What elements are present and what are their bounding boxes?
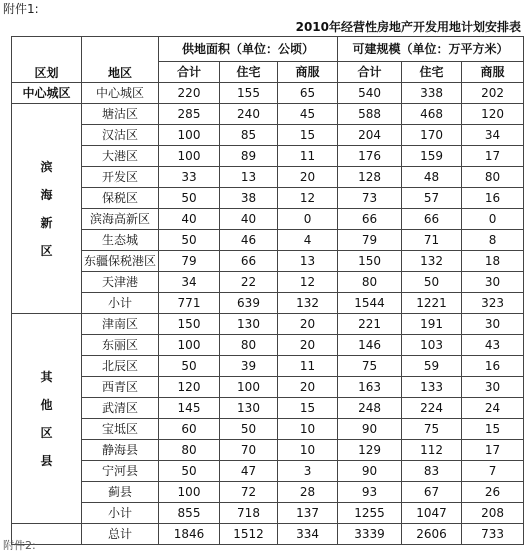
value-cell: 15 [462,419,524,440]
value-cell: 45 [278,104,338,125]
value-cell: 100 [220,377,278,398]
value-cell: 60 [159,419,220,440]
value-cell: 22 [220,272,278,293]
value-cell: 16 [462,356,524,377]
value-cell: 733 [462,524,524,545]
value-cell: 20 [278,314,338,335]
value-cell: 3 [278,461,338,482]
value-cell: 43 [462,335,524,356]
value-cell: 67 [402,482,462,503]
value-cell: 0 [278,209,338,230]
group-binhai: 滨海新区 [12,104,82,314]
value-cell: 0 [462,209,524,230]
value-cell: 588 [338,104,402,125]
header-supply-commercial: 商服 [278,62,338,83]
table-title: 2010年经营性房地产开发用地计划安排表 [295,20,521,34]
value-cell: 50 [220,419,278,440]
table-row [12,167,524,188]
area-cell: 东丽区 [82,335,159,356]
area-cell: 东疆保税港区 [82,251,159,272]
header-build-total: 合计 [338,62,402,83]
area-cell: 小计 [82,293,159,314]
area-cell: 塘沽区 [82,104,159,125]
value-cell: 46 [220,230,278,251]
value-cell: 70 [220,440,278,461]
value-cell: 191 [402,314,462,335]
value-cell: 80 [338,272,402,293]
value-cell: 30 [462,314,524,335]
value-cell: 79 [159,251,220,272]
value-cell: 75 [402,419,462,440]
value-cell: 72 [220,482,278,503]
value-cell: 150 [338,251,402,272]
value-cell: 16 [462,188,524,209]
value-cell: 1255 [338,503,402,524]
value-cell: 129 [338,440,402,461]
value-cell: 176 [338,146,402,167]
area-cell: 开发区 [82,167,159,188]
value-cell: 15 [278,125,338,146]
group-center: 中心城区 [12,83,82,104]
value-cell: 28 [278,482,338,503]
attachment-label: 附件1: [3,2,39,16]
area-cell: 天津港 [82,272,159,293]
value-cell: 20 [278,377,338,398]
area-cell: 中心城区 [82,83,159,104]
value-cell: 66 [220,251,278,272]
value-cell: 89 [220,146,278,167]
value-cell: 150 [159,314,220,335]
value-cell: 59 [402,356,462,377]
value-cell: 1221 [402,293,462,314]
value-cell: 130 [220,314,278,335]
table-row [12,104,524,125]
area-cell: 武清区 [82,398,159,419]
value-cell: 3339 [338,524,402,545]
value-cell: 145 [159,398,220,419]
value-cell: 66 [402,209,462,230]
value-cell: 13 [220,167,278,188]
table-row [12,83,524,104]
footer-label: 附件2: [3,539,36,552]
table-row [12,293,524,314]
value-cell: 163 [338,377,402,398]
value-cell: 30 [462,272,524,293]
header-build-commercial: 商服 [462,62,524,83]
value-cell: 93 [338,482,402,503]
value-cell: 224 [402,398,462,419]
area-cell: 保税区 [82,188,159,209]
table-row [12,461,524,482]
value-cell: 540 [338,83,402,104]
table-row [12,377,524,398]
value-cell: 26 [462,482,524,503]
value-cell: 100 [159,125,220,146]
value-cell: 1047 [402,503,462,524]
value-cell: 855 [159,503,220,524]
area-cell: 总计 [82,524,159,545]
value-cell: 220 [159,83,220,104]
value-cell: 718 [220,503,278,524]
value-cell: 12 [278,272,338,293]
land-plan-table [11,36,524,545]
value-cell: 120 [462,104,524,125]
value-cell: 204 [338,125,402,146]
value-cell: 71 [402,230,462,251]
value-cell: 4 [278,230,338,251]
header-supply-total: 合计 [159,62,220,83]
value-cell: 170 [402,125,462,146]
value-cell: 468 [402,104,462,125]
table-row [12,230,524,251]
value-cell: 20 [278,335,338,356]
table-row [12,251,524,272]
value-cell: 133 [402,377,462,398]
header-build-residential: 住宅 [402,62,462,83]
area-cell: 津南区 [82,314,159,335]
value-cell: 208 [462,503,524,524]
area-cell: 宁河县 [82,461,159,482]
value-cell: 50 [159,188,220,209]
header-row-1 [12,37,524,62]
table-row [12,482,524,503]
value-cell: 10 [278,419,338,440]
value-cell: 40 [220,209,278,230]
value-cell: 24 [462,398,524,419]
value-cell: 47 [220,461,278,482]
value-cell: 66 [338,209,402,230]
value-cell: 50 [159,356,220,377]
value-cell: 1846 [159,524,220,545]
table-row [12,419,524,440]
value-cell: 240 [220,104,278,125]
value-cell: 79 [338,230,402,251]
area-cell: 大港区 [82,146,159,167]
table-body [12,83,524,545]
value-cell: 132 [402,251,462,272]
value-cell: 33 [159,167,220,188]
value-cell: 146 [338,335,402,356]
value-cell: 132 [278,293,338,314]
area-cell: 北辰区 [82,356,159,377]
value-cell: 221 [338,314,402,335]
group-other: 其他区县 [12,314,82,524]
value-cell: 50 [402,272,462,293]
area-cell: 汉沽区 [82,125,159,146]
value-cell: 11 [278,356,338,377]
table-row [12,356,524,377]
value-cell: 90 [338,419,402,440]
value-cell: 73 [338,188,402,209]
value-cell: 338 [402,83,462,104]
value-cell: 39 [220,356,278,377]
value-cell: 159 [402,146,462,167]
value-cell: 83 [402,461,462,482]
header-area: 地区 [82,37,159,83]
value-cell: 100 [159,335,220,356]
header-supply: 供地面积（单位：公顷） [159,37,338,62]
value-cell: 15 [278,398,338,419]
value-cell: 639 [220,293,278,314]
value-cell: 2606 [402,524,462,545]
value-cell: 1512 [220,524,278,545]
value-cell: 17 [462,440,524,461]
value-cell: 323 [462,293,524,314]
value-cell: 1544 [338,293,402,314]
value-cell: 120 [159,377,220,398]
table-row [12,314,524,335]
value-cell: 50 [159,230,220,251]
value-cell: 80 [159,440,220,461]
value-cell: 202 [462,83,524,104]
value-cell: 50 [159,461,220,482]
table-row [12,188,524,209]
table-row [12,125,524,146]
value-cell: 100 [159,482,220,503]
value-cell: 8 [462,230,524,251]
header-supply-residential: 住宅 [220,62,278,83]
value-cell: 11 [278,146,338,167]
area-cell: 蓟县 [82,482,159,503]
area-cell: 宝坻区 [82,419,159,440]
table-row [12,209,524,230]
table-row [12,440,524,461]
header-build: 可建规模（单位：万平方米） [338,37,524,62]
value-cell: 65 [278,83,338,104]
value-cell: 38 [220,188,278,209]
value-cell: 40 [159,209,220,230]
table-row [12,146,524,167]
value-cell: 18 [462,251,524,272]
area-cell: 滨海高新区 [82,209,159,230]
value-cell: 34 [462,125,524,146]
value-cell: 248 [338,398,402,419]
value-cell: 12 [278,188,338,209]
value-cell: 75 [338,356,402,377]
value-cell: 771 [159,293,220,314]
value-cell: 57 [402,188,462,209]
value-cell: 17 [462,146,524,167]
area-cell: 生态城 [82,230,159,251]
table-row [12,272,524,293]
table-row [12,503,524,524]
value-cell: 85 [220,125,278,146]
value-cell: 128 [338,167,402,188]
value-cell: 100 [159,146,220,167]
value-cell: 48 [402,167,462,188]
value-cell: 137 [278,503,338,524]
value-cell: 155 [220,83,278,104]
value-cell: 80 [220,335,278,356]
value-cell: 20 [278,167,338,188]
value-cell: 334 [278,524,338,545]
value-cell: 90 [338,461,402,482]
header-district: 区划 [12,37,82,83]
value-cell: 112 [402,440,462,461]
value-cell: 80 [462,167,524,188]
area-cell: 小计 [82,503,159,524]
value-cell: 7 [462,461,524,482]
value-cell: 30 [462,377,524,398]
value-cell: 10 [278,440,338,461]
value-cell: 103 [402,335,462,356]
area-cell: 静海县 [82,440,159,461]
table-row [12,335,524,356]
value-cell: 34 [159,272,220,293]
table-row [12,524,524,545]
value-cell: 130 [220,398,278,419]
value-cell: 13 [278,251,338,272]
area-cell: 西青区 [82,377,159,398]
value-cell: 285 [159,104,220,125]
table-row [12,398,524,419]
